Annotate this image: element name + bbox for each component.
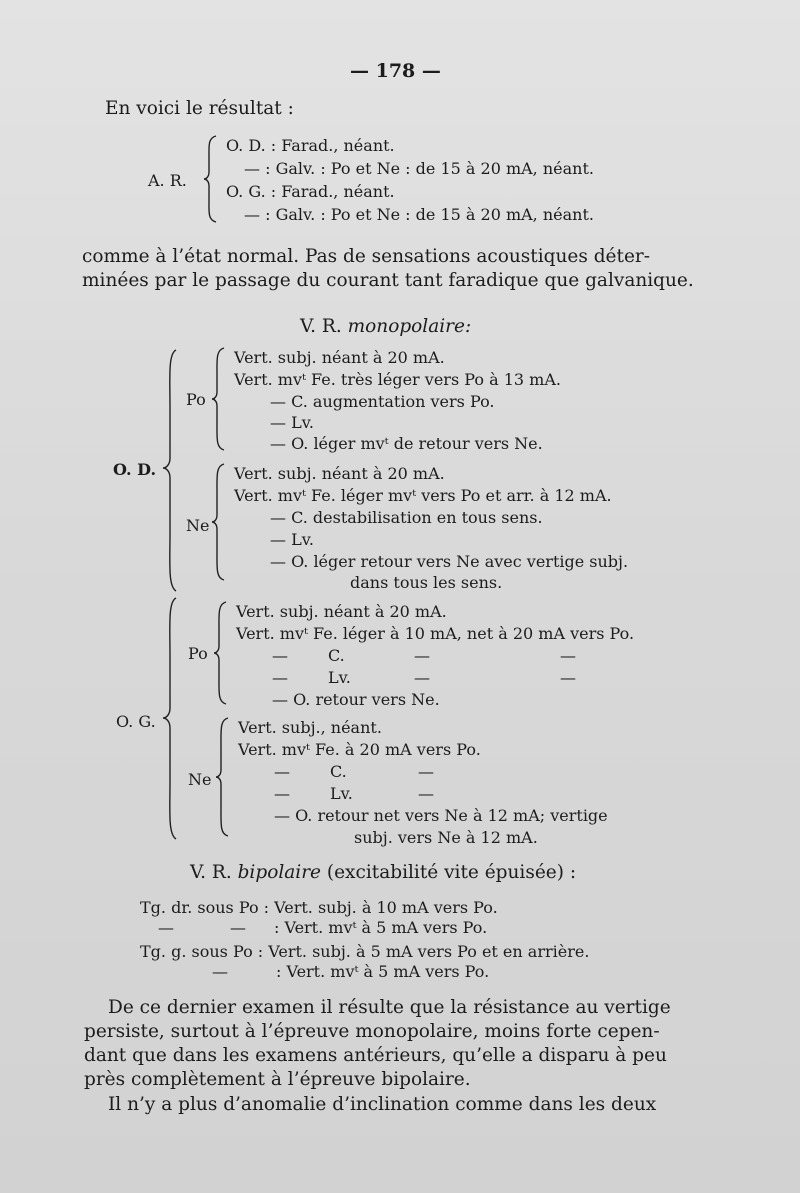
dash: — bbox=[414, 668, 430, 687]
od-ne-brace bbox=[210, 462, 230, 582]
od-ne-label: Ne bbox=[186, 516, 210, 535]
bipolar-line-text: : Vert. mvᵗ à 5 mA vers Po. bbox=[276, 962, 490, 981]
og-ne-label: Ne bbox=[188, 770, 212, 789]
og-po-line bbox=[272, 668, 576, 688]
od-outer-brace bbox=[160, 348, 182, 593]
og-outer-brace bbox=[160, 596, 182, 841]
og-po-label: Po bbox=[188, 644, 208, 663]
bipolar-line bbox=[158, 918, 488, 938]
paragraph-line: près complètement à l’épreuve bipolaire. bbox=[84, 1069, 471, 1090]
dash: — bbox=[212, 962, 228, 981]
od-po-line: Vert. subj. néant à 20 mA. bbox=[234, 348, 445, 367]
paragraph-line: De ce dernier examen il résulte que la résistance au vertige bbox=[108, 997, 671, 1018]
dash: — bbox=[230, 918, 246, 937]
og-po-brace bbox=[212, 600, 232, 706]
dash: — bbox=[158, 918, 174, 937]
od-po-line: Vert. mvᵗ Fe. très léger vers Po à 13 mA. bbox=[234, 370, 561, 389]
og-label: O. G. bbox=[116, 712, 156, 731]
dash: — bbox=[418, 762, 434, 781]
ar-line: — : Galv. : Po et Ne : de 15 à 20 mA, néant. bbox=[244, 159, 594, 178]
bipolar-line-text: : Vert. mvᵗ à 5 mA vers Po. bbox=[274, 918, 488, 937]
section-heading-monopolaire bbox=[300, 316, 471, 338]
og-ne-line: Vert. subj., néant. bbox=[238, 718, 382, 737]
ar-line: O. D. : Farad., néant. bbox=[226, 136, 395, 155]
paragraph-line: comme à l’état normal. Pas de sensations acoustiques déter- bbox=[82, 246, 650, 267]
paragraph-line: minées par le passage du courant tant faradique que galvanique. bbox=[82, 270, 694, 291]
dash: — bbox=[414, 646, 430, 665]
heading-prefix: V. R. bbox=[300, 316, 342, 337]
dash: — bbox=[274, 784, 290, 803]
od-ne-line: — Lv. bbox=[270, 530, 314, 549]
og-ne-brace bbox=[214, 716, 234, 838]
od-po-label: Po bbox=[186, 390, 206, 409]
og-ne-line: — O. retour net vers Ne à 12 mA; vertige bbox=[274, 806, 608, 825]
og-ne-c: C. bbox=[330, 762, 347, 781]
ar-line: O. G. : Farad., néant. bbox=[226, 182, 395, 201]
od-po-brace bbox=[210, 346, 230, 452]
og-ne-line: Vert. mvᵗ Fe. à 20 mA vers Po. bbox=[238, 740, 481, 759]
og-ne-lv: Lv. bbox=[330, 784, 353, 803]
od-ne-line: dans tous les sens. bbox=[350, 573, 503, 592]
heading-title: bipolaire bbox=[237, 862, 321, 883]
ar-brace bbox=[202, 134, 222, 224]
dash: — bbox=[418, 784, 434, 803]
section-heading-bipolaire bbox=[190, 862, 576, 884]
od-po-line: — C. augmentation vers Po. bbox=[270, 392, 495, 411]
og-po-line: — O. retour vers Ne. bbox=[272, 690, 440, 709]
ar-line: — : Galv. : Po et Ne : de 15 à 20 mA, néant. bbox=[244, 205, 594, 224]
og-po-line bbox=[272, 646, 576, 666]
paragraph-line: dant que dans les examens antérieurs, qu’elle a disparu à peu bbox=[84, 1045, 667, 1066]
og-po-line: Vert. subj. néant à 20 mA. bbox=[236, 602, 447, 621]
od-ne-line: Vert. mvᵗ Fe. léger mvᵗ vers Po et arr. à 12 mA. bbox=[234, 486, 612, 505]
intro-line: En voici le résultat : bbox=[105, 98, 294, 119]
od-ne-line: — C. destabilisation en tous sens. bbox=[270, 508, 543, 527]
og-ne-line bbox=[274, 762, 434, 782]
og-po-c: C. bbox=[328, 646, 345, 665]
og-ne-line: subj. vers Ne à 12 mA. bbox=[354, 828, 538, 847]
dash: — bbox=[560, 668, 576, 687]
dash: — bbox=[272, 668, 288, 687]
od-label: O. D. bbox=[113, 460, 157, 479]
od-po-line: — Lv. bbox=[270, 413, 314, 432]
paragraph-line: persiste, surtout à l’épreuve monopolaire, moins forte cepen- bbox=[84, 1021, 660, 1042]
bipolar-line: Tg. g. sous Po : Vert. subj. à 5 mA vers Po et en arrière. bbox=[140, 942, 590, 961]
od-ne-line: — O. léger retour vers Ne avec vertige subj. bbox=[270, 552, 629, 571]
bipolar-line: Tg. dr. sous Po : Vert. subj. à 10 mA vers Po. bbox=[140, 898, 498, 917]
heading-title: monopolaire: bbox=[347, 316, 472, 337]
od-po-line: — O. léger mvᵗ de retour vers Ne. bbox=[270, 434, 543, 453]
paragraph-line: Il n’y a plus d’anomalie d’inclination comme dans les deux bbox=[108, 1094, 657, 1115]
og-ne-line bbox=[274, 784, 434, 804]
dash: — bbox=[560, 646, 576, 665]
dash: — bbox=[272, 646, 288, 665]
dash: — bbox=[274, 762, 290, 781]
bipolar-line bbox=[212, 962, 490, 982]
page-number: — 178 — bbox=[350, 60, 441, 82]
heading-prefix: V. R. bbox=[190, 862, 232, 883]
heading-suffix: (excitabilité vite épuisée) : bbox=[326, 862, 577, 883]
od-ne-line: Vert. subj. néant à 20 mA. bbox=[234, 464, 445, 483]
og-po-line: Vert. mvᵗ Fe. léger à 10 mA, net à 20 mA vers Po. bbox=[236, 624, 635, 643]
ar-label: A. R. bbox=[148, 171, 187, 190]
og-po-lv: Lv. bbox=[328, 668, 351, 687]
